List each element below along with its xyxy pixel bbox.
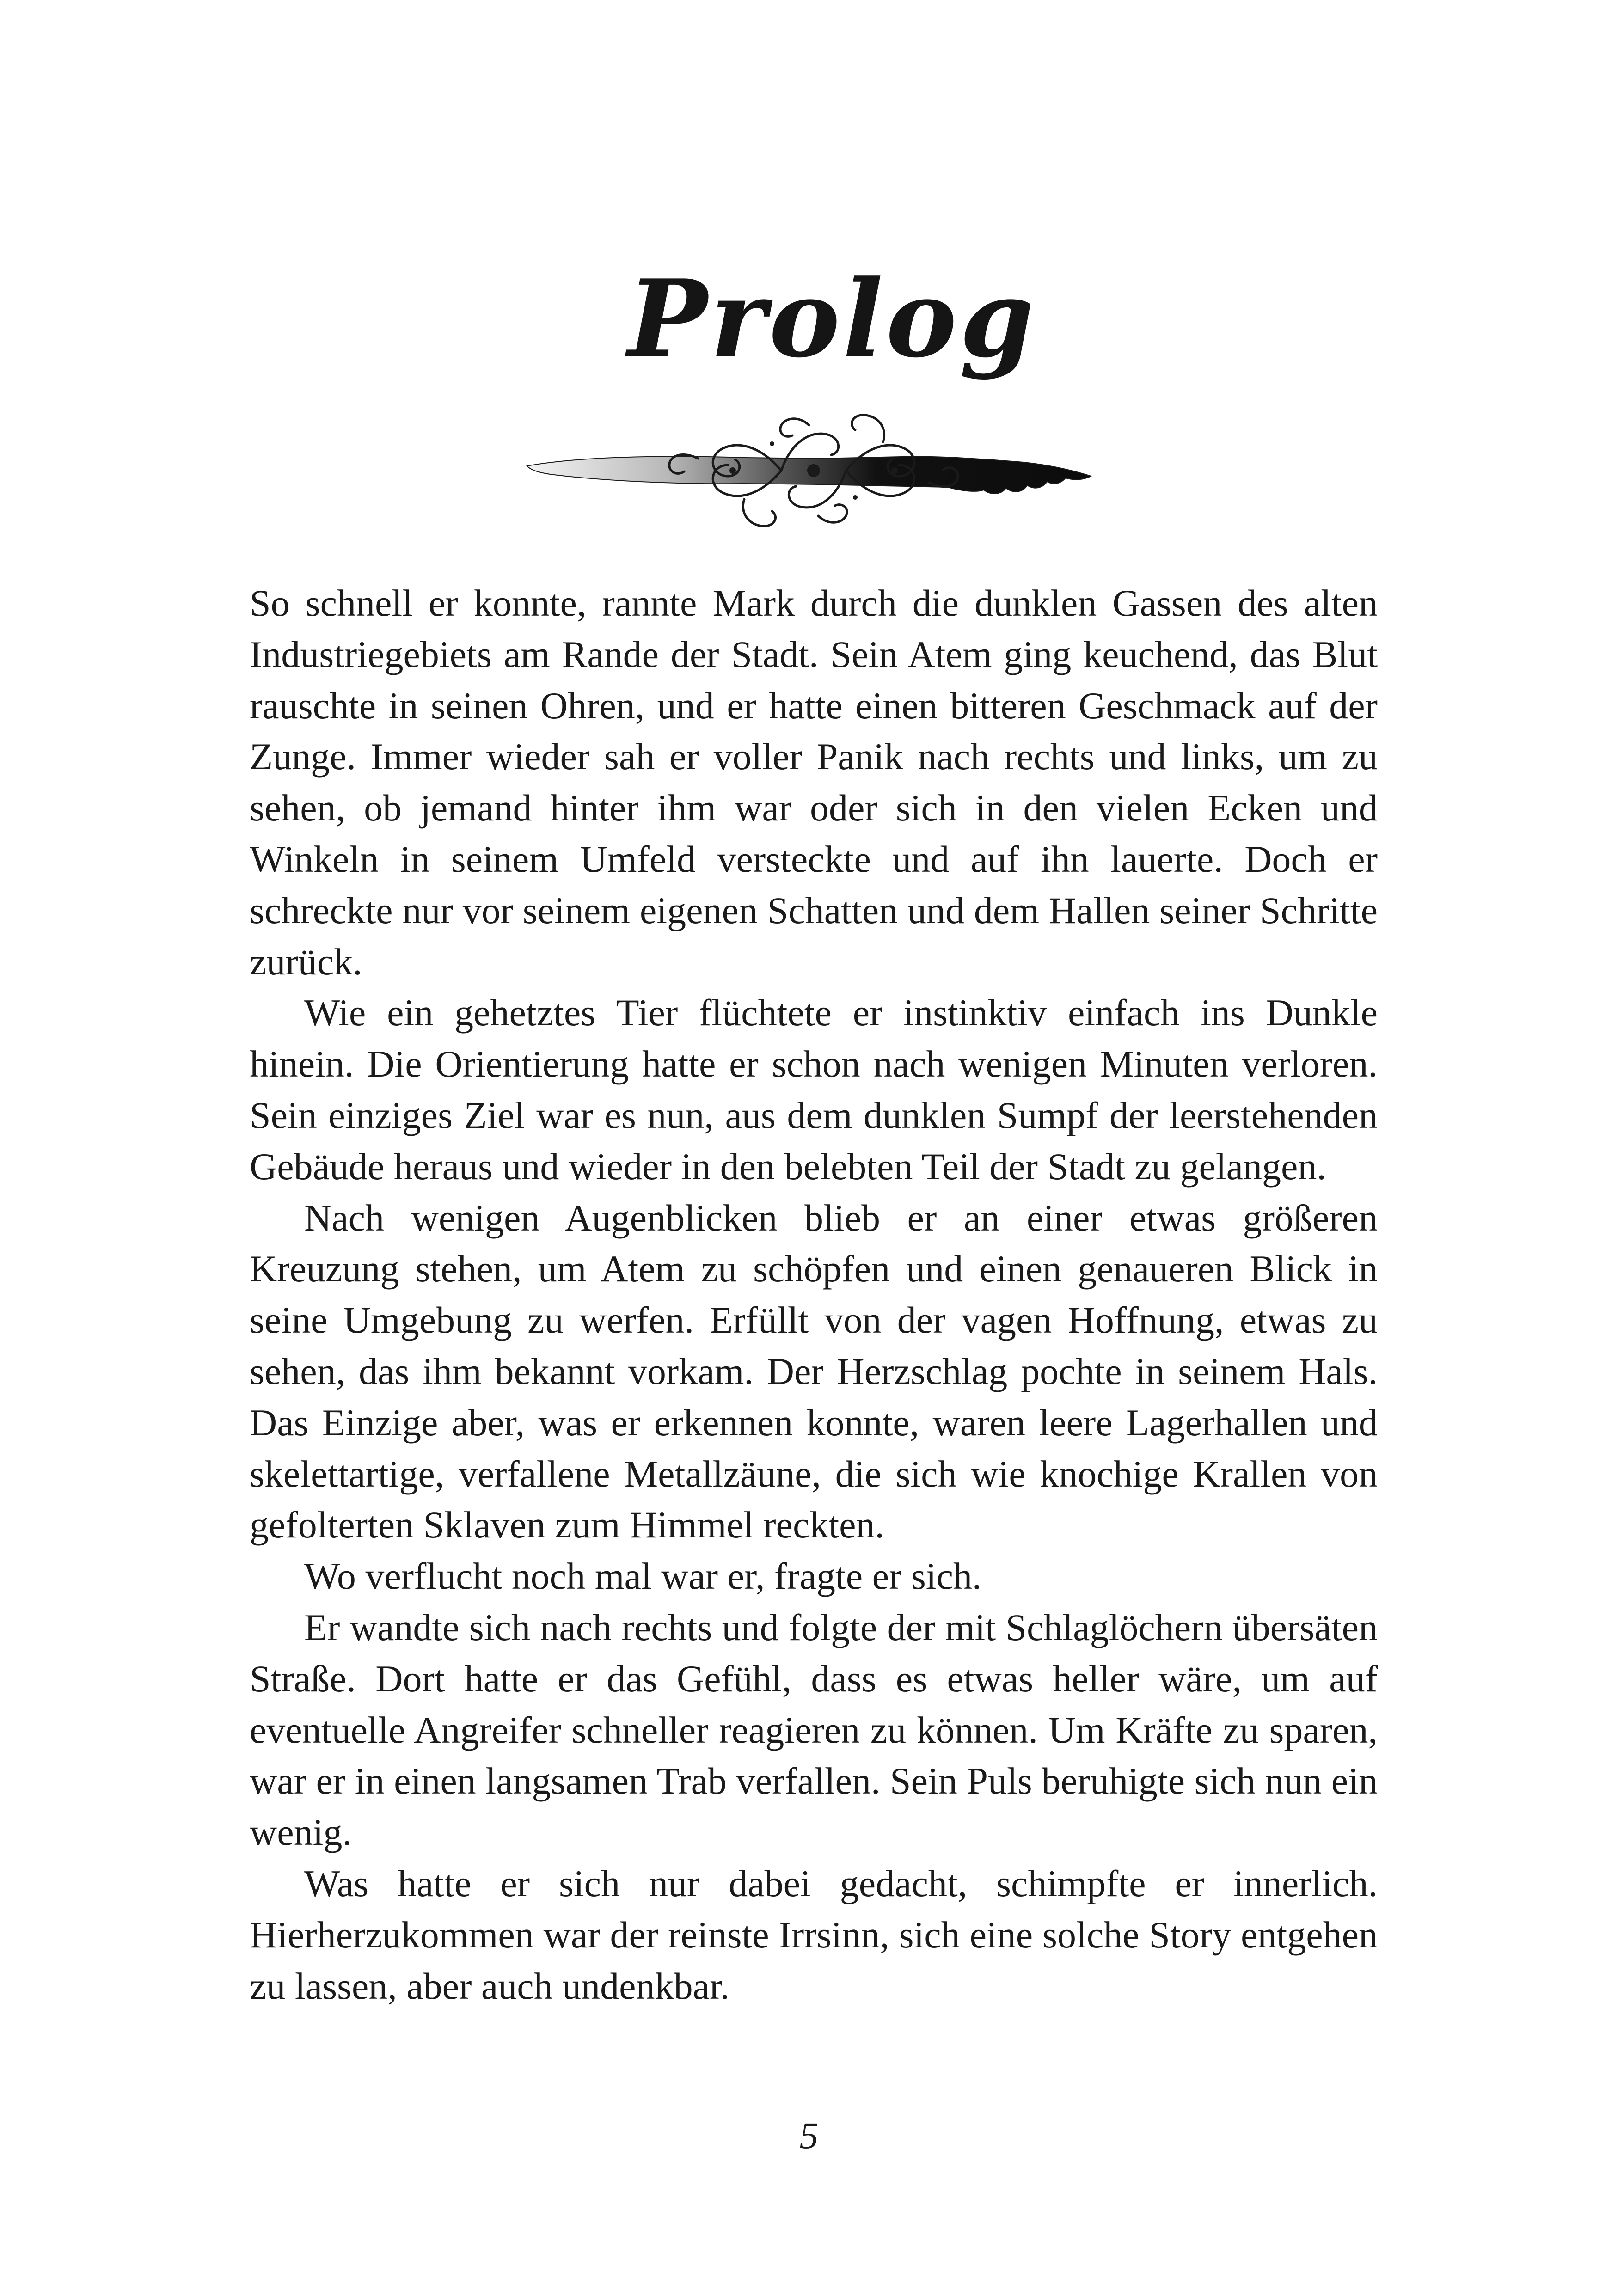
dagger-with-filigree-icon xyxy=(522,407,1105,545)
paragraph: So schnell er konnte, rannte Mark durch die dunklen Gassen des alten Industriegebiets am Rande der Stadt. Sein Atem ging keuchend, das Blut rauschte in seinen Ohren, und er hatte einen bitteren Geschmack auf der Zunge. Immer wieder sah er voller Panik nach rechts und links, um zu sehen, ob jemand hinter ihm war oder sich in den vielen Ecken und Winkeln in seinem Umfeld versteckte und auf ihn lauerte. Doch er schreckte nur vor seinem eigenen Schatten und dem Hallen seiner Schritte zurück. xyxy=(250,582,1378,983)
prologue-text xyxy=(250,578,1378,2012)
paragraph: Was hatte er sich nur dabei gedacht, schimpfte er innerlich. Hierherzukommen war der reinste Irrsinn, sich eine solche Story entgehen zu lassen, aber auch undenkbar. xyxy=(250,1862,1378,2007)
chapter-title: Prolog xyxy=(627,257,1037,381)
page-number: 5 xyxy=(799,2114,819,2156)
paragraph: Nach wenigen Augenblicken blieb er an einer etwas größeren Kreuzung stehen, um Atem zu schöpfen und einen genaueren Blick in seine Umgebung zu werfen. Erfüllt von der vagen Hoffnung, etwas zu sehen, das ihm bekannt vorkam. Der Herzschlag pochte in seinem Hals. Das Einzige aber, was er erkennen konnte, waren leere Lagerhallen und skelettartige, verfallene Metallzäune, die sich wie knochige Krallen von gefolterten Sklaven zum Himmel reckten. xyxy=(250,1196,1378,1546)
paragraph: Wo verflucht noch mal war er, fragte er sich. xyxy=(304,1555,982,1598)
paragraph: Wie ein gehetztes Tier flüchtete er instinktiv einfach ins Dunkle hinein. Die Orientierung hatte er schon nach wenigen Minuten verloren. Sein einziges Ziel war es nun, aus dem dunklen Sumpf der leerstehenden Gebäude heraus und wieder in den belebten Teil der Stadt zu gelangen. xyxy=(250,992,1378,1188)
paragraph: Er wandte sich nach rechts und folgte der mit Schlaglöchern übersäten Straße. Dort hatte er das Gefühl, dass es etwas heller wäre, um auf eventuelle Angreifer schneller reagieren zu können. Um Kräfte zu sparen, war er in einen langsamen Trab verfallen. Sein Puls beruhigte sich nun ein wenig. xyxy=(250,1606,1378,1854)
